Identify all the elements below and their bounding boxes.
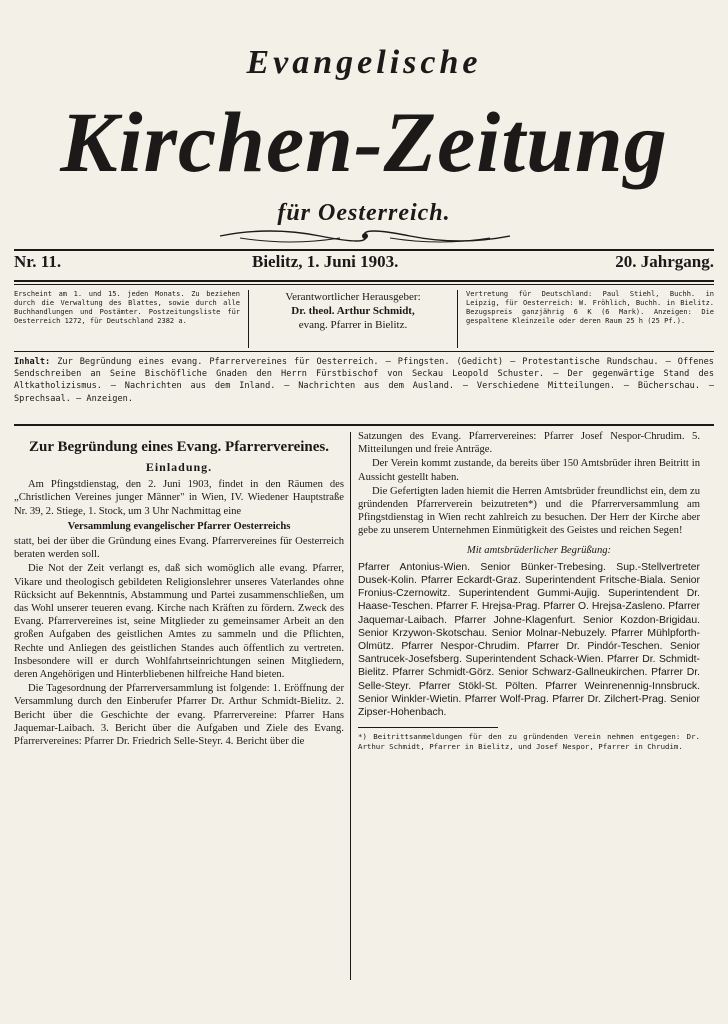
rule-above-contents (14, 351, 714, 352)
paragraph-2: statt, bei der über die Gründung eines Evang. Pfarrervereines für Oesterreich beraten werden soll. (14, 536, 344, 561)
paragraph-4: Die Tagesordnung der Pfarrerversammlung ist folgende: 1. Eröffnung der Versammlung durch den Einberufer Pfarrer Dr. Arthur Schmidt-Bielitz. 2. Bericht über die Geschichte der evang. Pfarrervereine: Pfarrer Hans Jaquemar-Laibach. 3. Bericht über die Aufgaben und Ziele des Evang. Pfarrervereines: Pfarrer Dr. Friedrich Selle-Steyr. 4. Bericht über die (14, 683, 344, 748)
article-title: Zur Begründung eines Evang. Pfarrervereines. (29, 439, 329, 455)
rule-below-contents (14, 424, 714, 426)
paragraph-r1: Satzungen des Evang. Pfarrervereines: Pfarrer Josef Nespor-Chrudim. 5. Mitteilungen und freie Anträge. (358, 431, 700, 456)
rule-under-issue-thin (14, 284, 714, 285)
column-divider (350, 432, 351, 980)
column-right (358, 430, 700, 990)
paragraph-r2: Der Verein kommt zustande, da bereits über 150 Amtsbrüder ihren Beitritt in Aussicht gestellt haben. (358, 458, 700, 483)
column-left (14, 430, 344, 990)
assembly-heading: Versammlung evangelischer Pfarrer Oesterreichs (67, 520, 291, 532)
greeting: Mit amtsbrüderlicher Begrüßung: (466, 544, 612, 556)
footnote-text: *) Beitrittsanmeldungen für den zu gründenden Verein nehmen entgegen: Dr. Arthur Schmidt, Pfarrer in Bielitz, und Josef Nespor, Pfarrer in Chrudim. (358, 732, 700, 752)
paragraph-r3: Die Gefertigten laden hiemit die Herren Amtsbrüder freundlichst ein, dem zu gründenden Pfarrerverein beizutreten*) und die Pfarrerversammlung am Pfingstdienstag in Wien recht zahlreich zu besuchen. Der Herr der Kirche aber gebe zu unserem Unternehmen Einmütigkeit des Geistes und reichen Segen! (358, 485, 700, 537)
contents-text: Zur Begründung eines evang. Pfarrervereines für Oesterreich. — Pfingsten. (Gedicht) — Protestantische Rundschau. — Offenes Sendschreiben an Seine Bischöfliche Gnaden den Herrn Fürstbischof von Seckau Leopold Schuster. — Der gegenwärtige Stand des Altkatholizismus. — Nachrichten aus dem Inland. — Nachrichten aus dem Ausland. — Verschiedene Mitteilungen. — Bücherschau. — Sprechsaal. — Anzeigen. (14, 357, 714, 404)
masthead-subtitle: für Oesterreich. (277, 200, 451, 226)
signatories-list: Pfarrer Antonius-Wien. Senior Bünker-Trebesing. Sup.-Stellvertreter Dusek-Kolin. Pfarrer Eckardt-Graz. Superintendent Fritsche-Biala. Senior Fronius-Czernowitz. Superintendent Gummi-Aujig. Superintendent Dr. Haase-Teschen. Pfarrer F. Hrejsa-Prag. Pfarrer O. Hrejsa-Zasleno. Pfarrer Jaquemar-Laibach. Pfarrer Johne-Klagenfurt. Senior Kozdon-Brigidau. Senior Krzywon-Skotschau. Senior Molnar-Nebuzely. Pfarrer Mühlpforth-Olmütz. Pfarrer Nespor-Chrudim. Pfarrer Dr. Pindór-Teschen. Senior Santrucek-Josefsberg. Superintendent Schack-Wien. Pfarrer Dr. Schmidt-Bielitz. Pfarrer Schmidt-Görz. Senior Schwarz-Gallneukirchen. Pfarrer Dr. Selle-Steyr. Pfarrer Stökl-St. Pölten. Pfarrer Weinrenennig-Innsbruck. Senior Winkler-Wietin. Pfarrer Wolf-Prag. Pfarrer Dr. Zilchert-Prag. Senior Zipser-Hohenbach. (358, 561, 700, 719)
info-editor (248, 290, 458, 348)
issue-date: Bielitz, 1. Juni 1903. (252, 252, 399, 271)
paragraph-3: Die Not der Zeit verlangt es, daß sich womöglich alle evang. Pfarrer, Vikare und theologisch gebildeten Religionslehrer unseres Vaterlandes ohne Rücksicht auf Bekenntnis, Abstammung und Partei zusammenschließen, um das Wohl unserer teueren evang. Kirche nach Kräften zu fördern. Zweck des Evang. Pfarrervereines ist, seine Mitglieder zu gemeinsamer Arbeit an den großen Aufgaben des geistlichen Amtes zu sammeln und die Pflichten, Rechte und Anliegen des geistlichen Standes auch öffentlich zu vertreten. Insbesondere will er durch Wohlfahrtseinrichtungen seinen Mitgliedern, deren Angehörigen und Hinterbliebenen hilfreiche Hand bieten. (14, 563, 344, 681)
issue-line (14, 252, 714, 280)
flourish-ornament (200, 226, 530, 246)
masthead-line-1: Evangelische (246, 44, 482, 81)
invitation-heading: Einladung. (145, 460, 213, 474)
issue-volume: 20. Jahrgang. (615, 252, 714, 271)
editor-label: Verantwortlicher Herausgeber: (285, 291, 421, 303)
info-representation: Vertretung für Deutschland: Paul Stiehl, Buchh. in Leipzig, für Oesterreich: W. Fröhlich, Buchh. in Bielitz. Bezugspreis ganzjährig 6 K (6 Mark). Anzeigen: Die gespaltene Kleinzeile oder deren Raum 25 h (25 Pf.). (466, 290, 714, 325)
editor-name: Dr. theol. Arthur Schmidt, (291, 305, 415, 317)
rule-top (14, 249, 714, 251)
paragraph-1: Am Pfingstdienstag, den 2. Juni 1903, findet in den Räumen des „Christlichen Vereines junger Männer" in Wien, IV. Wiedener Hauptstraße Nr. 39, 2. Stiege, 1. Stock, um 3 Uhr Nachmittag eine (14, 479, 344, 517)
contents-label: Inhalt: (14, 357, 51, 367)
issue-number: Nr. 11. (14, 252, 62, 271)
info-subscription: Erscheint am 1. und 15. jeden Monats. Zu beziehen durch die Verwaltung des Blattes, sowie durch alle Buchhandlungen und Postämter. Postzeitungsliste für Oesterreich 1272, für Deutschland 2382 a. (14, 290, 240, 325)
table-of-contents (14, 356, 714, 420)
rule-under-issue (14, 280, 714, 282)
editor-role: evang. Pfarrer in Bielitz. (298, 319, 408, 331)
masthead-title: Kirchen-Zeitung (60, 94, 668, 190)
